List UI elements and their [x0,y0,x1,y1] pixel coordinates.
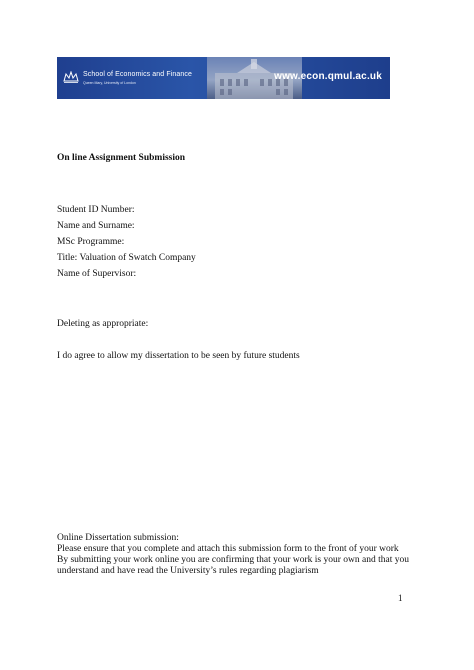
online-submission-heading: Online Dissertation submission: [57,533,179,543]
deleting-note: Deleting as appropriate: [57,319,149,329]
agreement-statement: I do agree to allow my dissertation to be seen by future students [57,351,300,361]
page-title: On line Assignment Submission [57,153,186,163]
website-url[interactable]: www.econ.qmul.ac.uk [274,71,382,82]
student-id-label: Student ID Number: [57,205,135,215]
online-submission-block [57,533,417,577]
name-label: Name and Surname: [57,221,135,231]
institution-name: Queen Mary, University of London [83,81,136,85]
confirmation-statement: By submitting your work online you are confirming that your work is your own and that you [57,555,409,565]
school-name: School of Economics and Finance [83,71,192,78]
header-banner [57,57,390,99]
page-number: 1 [398,593,403,603]
qmul-logo [63,71,203,93]
supervisor-label: Name of Supervisor: [57,269,137,279]
plagiarism-statement: understand and have read the University’s rules regarding plagiarism [57,566,319,576]
attach-instruction: Please ensure that you complete and attach this submission form to the front of your work [57,544,399,554]
programme-label: MSc Programme: [57,237,125,247]
crown-icon [63,71,79,83]
title-label: Title: Valuation of Swatch Company [57,253,196,263]
